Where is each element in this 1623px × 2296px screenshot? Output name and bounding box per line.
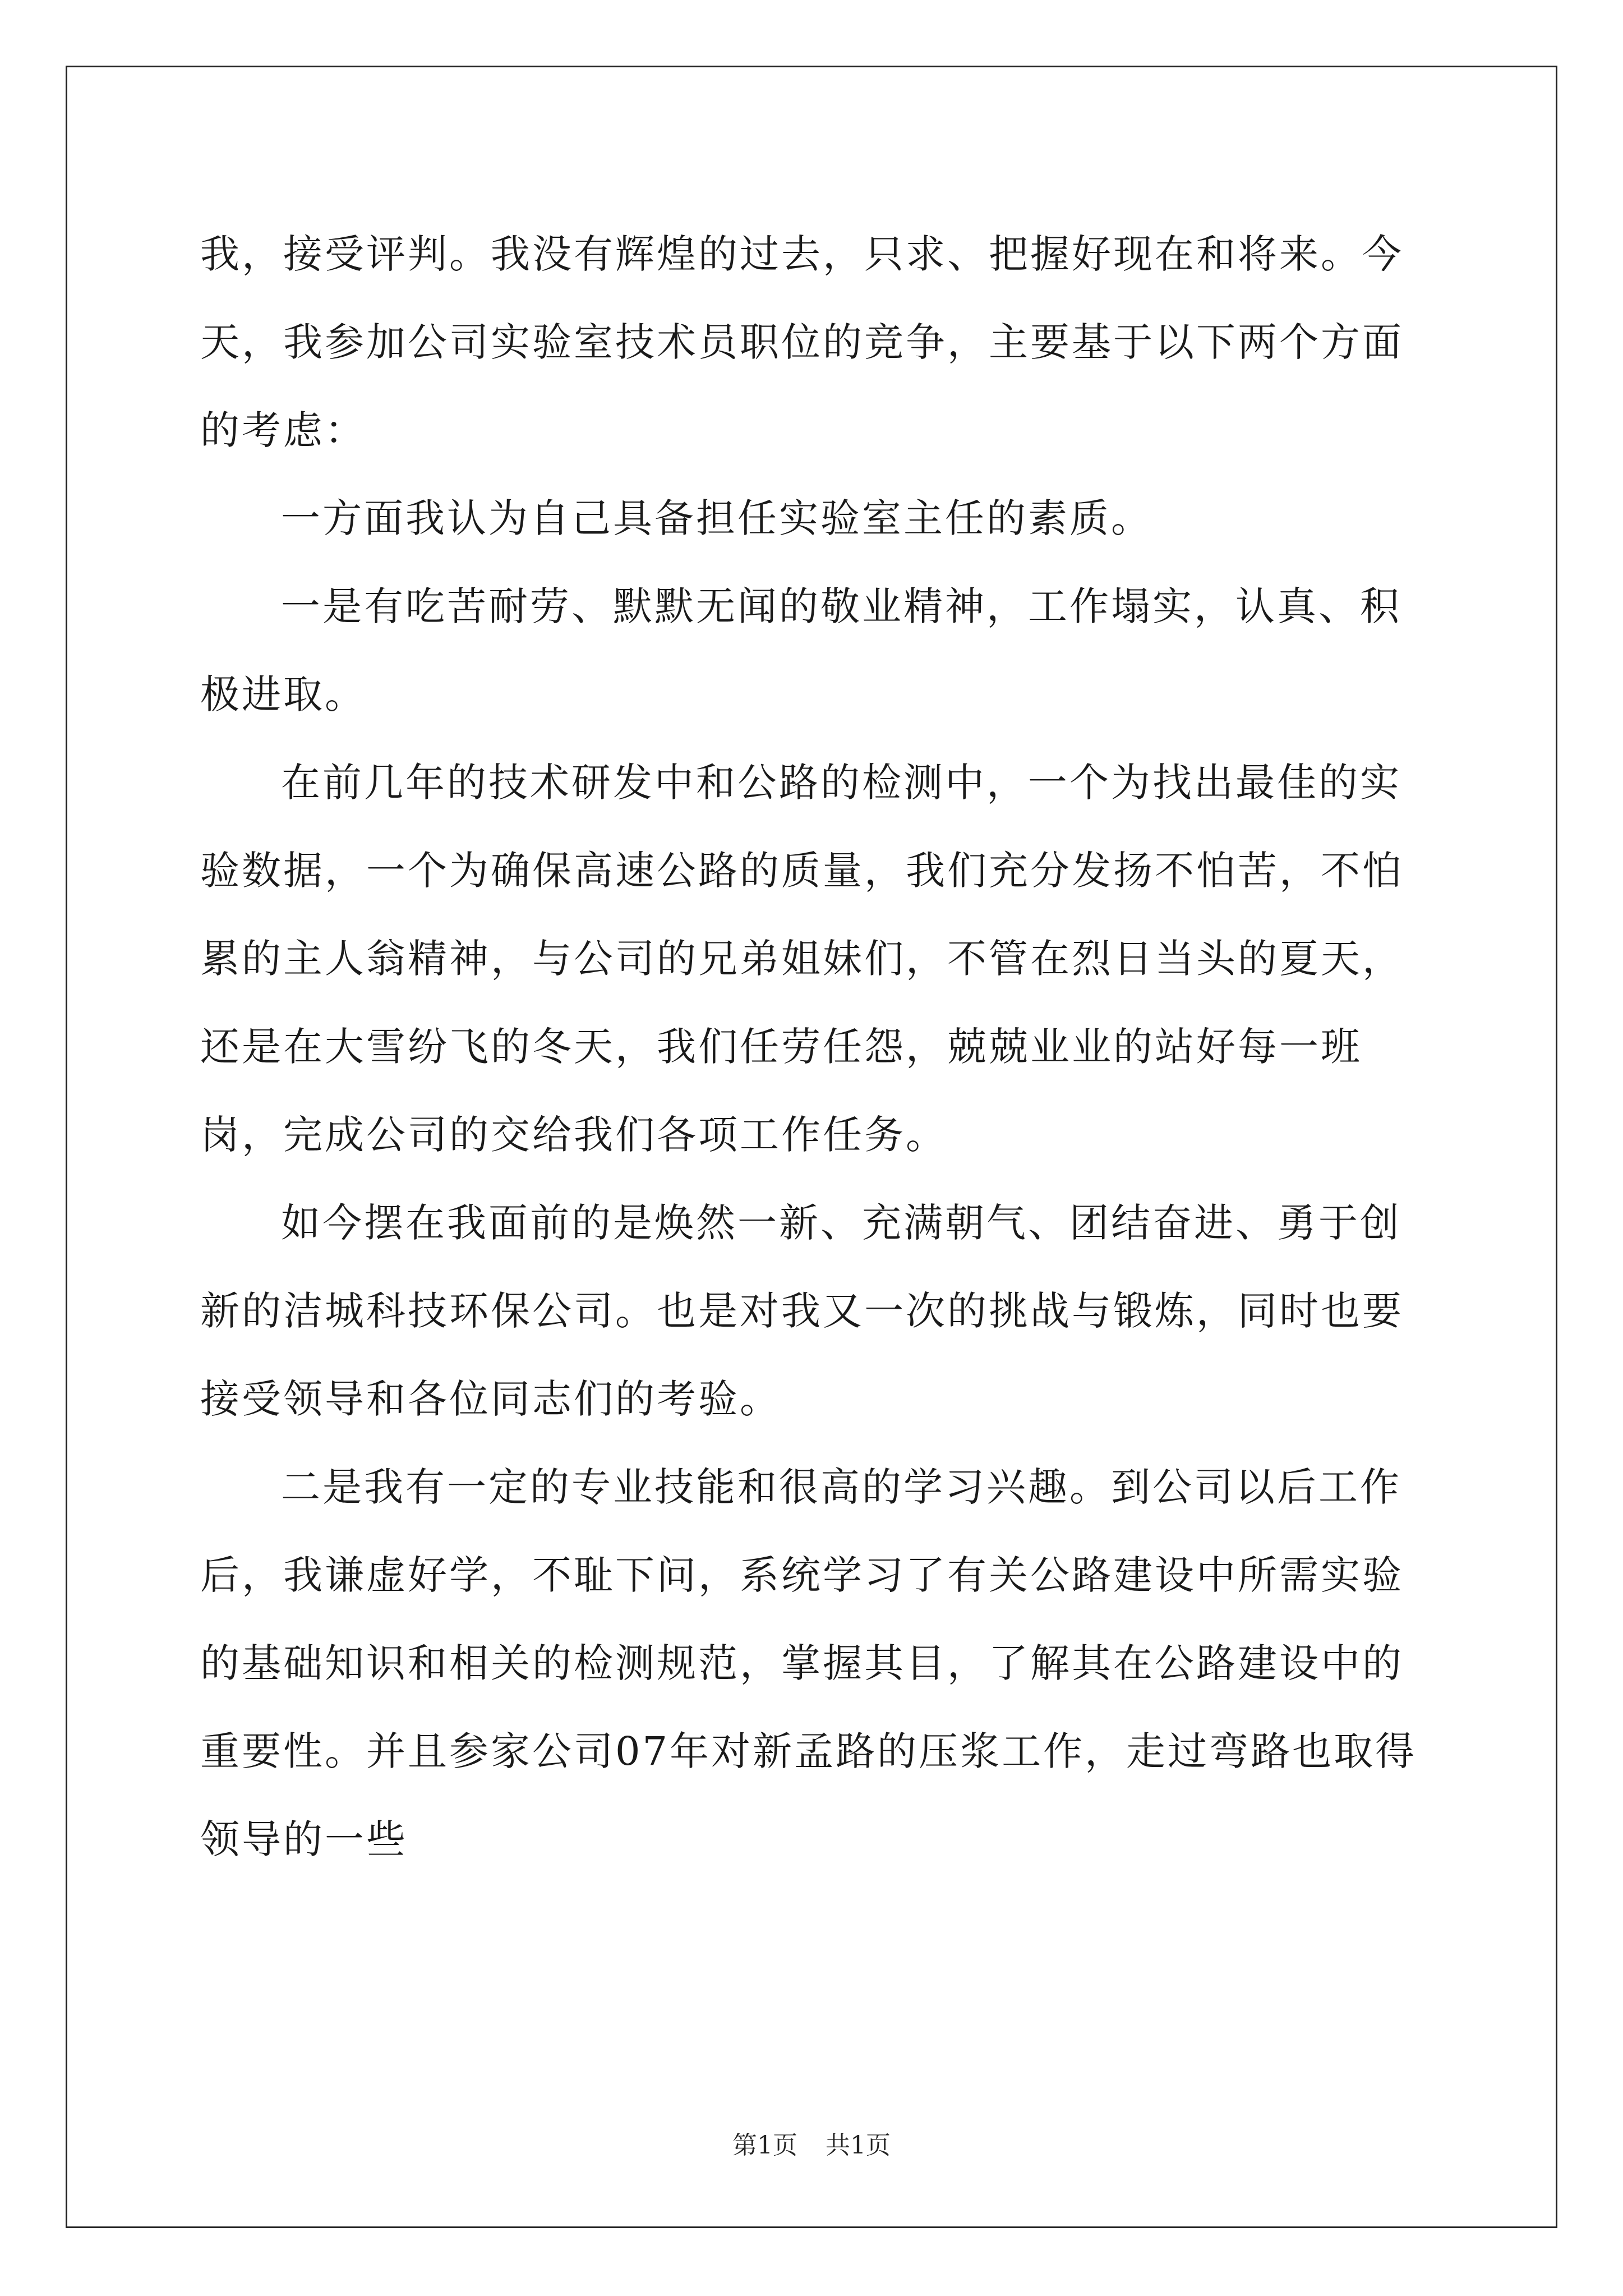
paragraph: 一方面我认为自己具备担任实验室主任的素质。 xyxy=(281,495,1152,541)
paragraph: 在前几年的技术研发中和公路的检测中，一个为找出最佳的实验数据，一个为确保高速公路的质量，我们充分发扬不怕苦，不怕累的主人翁精神，与公司的兄弟姐妹们，不管在烈日当头的夏天，还是在大雪纷飞的冬天，我们任劳任怨，兢兢业业的站好每一班岗，完成公司的交给我们各项工作任务。 xyxy=(200,760,1404,1158)
page-footer xyxy=(0,2129,1623,2162)
total-pages: 共1页 xyxy=(826,2131,891,2160)
paragraph: 一是有吃苦耐劳、默默无闻的敬业精神，工作塌实，认真、积极进取。 xyxy=(200,583,1401,717)
paragraph: 我，接受评判。我没有辉煌的过去，只求、把握好现在和将来。今天，我参加公司实验室技术员职位的竞争，主要基于以下两个方面的考虑： xyxy=(200,231,1404,453)
paragraph: 如今摆在我面前的是焕然一新、充满朝气、团结奋进、勇于创新的洁城科技环保公司。也是对我又一次的挑战与锻炼，同时也要接受领导和各位同志们的考验。 xyxy=(200,1200,1404,1422)
page-number: 第1页 xyxy=(732,2131,797,2160)
document-body xyxy=(200,210,1434,1884)
paragraph: 二是我有一定的专业技能和很高的学习兴趣。到公司以后工作后，我谦虚好学，不耻下问，系统学习了有关公路建设中所需实验的基础知识和相关的检测规范，掌握其目，了解其在公路建设中的重要性。并且参家公司07年对新孟路的压浆工作，走过弯路也取得领导的一些 xyxy=(200,1464,1417,1862)
